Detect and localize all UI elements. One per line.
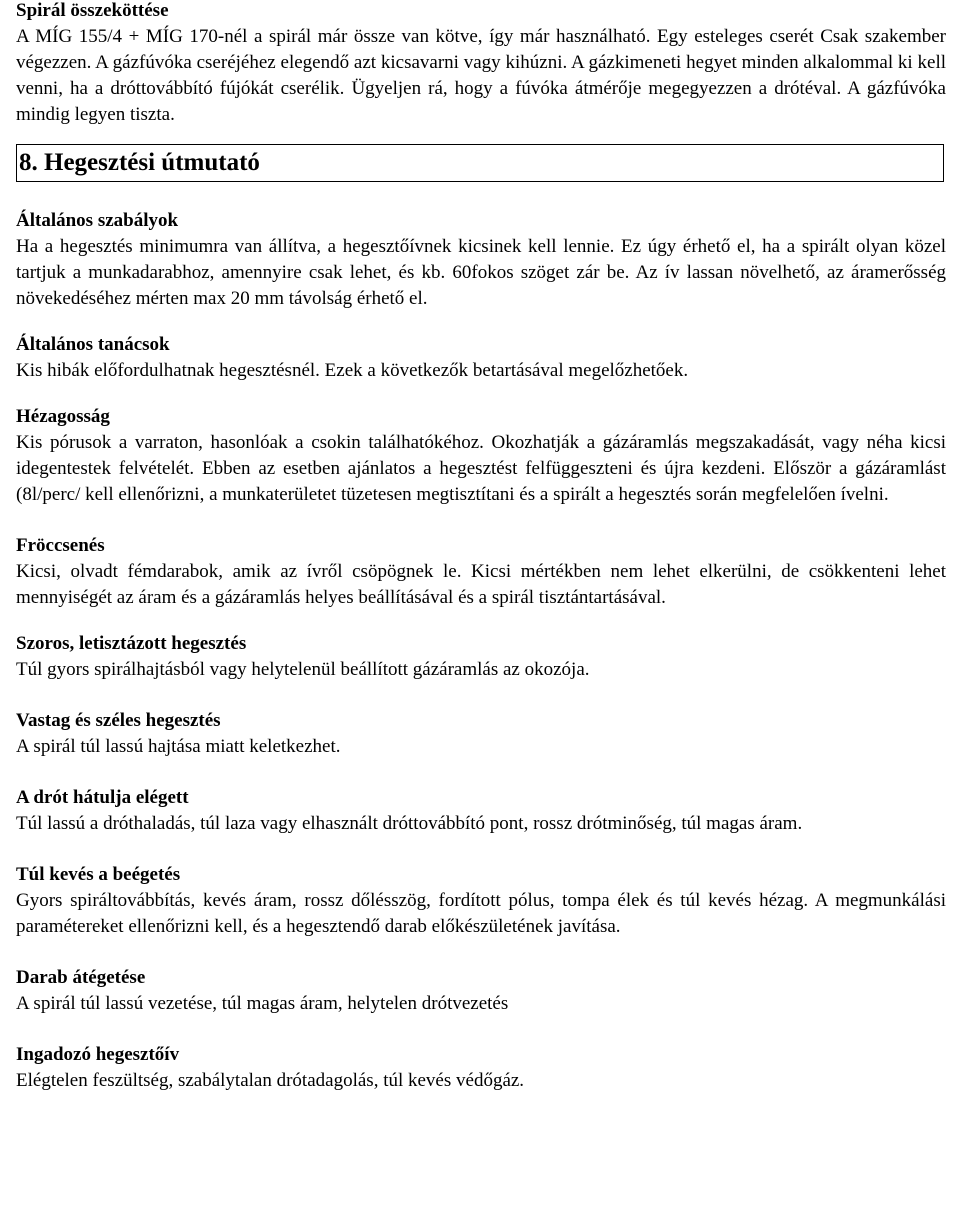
document-page: [16, 0, 946, 1094]
section-text: Gyors spiráltovábbítás, kevés áram, rossz dőlésszög, fordított pólus, tompa élek és túl kevés hézag. A megmunkálási paramétereket ellenőrizni kell, és a hegesztendő darab előkészületének javítása.: [16, 890, 946, 937]
section-unstable-arc: [16, 1042, 946, 1094]
intro-section: [16, 0, 946, 128]
section-text: Túl gyors spirálhajtásból vagy helytelenül beállított gázáramlás az okozója.: [16, 659, 590, 680]
section-spatter: [16, 533, 946, 611]
section-heading: Fröccsenés: [16, 535, 105, 556]
section-tight-weld: [16, 631, 946, 683]
section-text: A spirál túl lassú vezetése, túl magas áram, helytelen drótvezetés: [16, 993, 509, 1014]
section-text: Kicsi, olvadt fémdarabok, amik az ívről csöpögnek le. Kicsi mértékben nem lehet elkerülni, de csökkenteni lehet mennyiségét az áram és a gázáramlás helyes beállításával és a spirál tisztántartásával.: [16, 561, 946, 608]
section-text: Túl lassú a dróthaladás, túl laza vagy elhasznált dróttovábbító pont, rossz drótminőség, túl magas áram.: [16, 813, 803, 834]
intro-heading: Spirál összeköttése: [16, 0, 169, 21]
section-text: A spirál túl lassú hajtása miatt keletkezhet.: [16, 736, 341, 757]
section-heading: Ingadozó hegesztőív: [16, 1044, 180, 1065]
intro-text: A MÍG 155/4 + MÍG 170-nél a spirál már össze van kötve, így már használható. Egy esteleges cserét Csak szakember végezzen. A gázfúvóka cseréjéhez elegendő azt kicsavarni vagy kihúzni. A gázkimeneti hegyet minden alkalommal ki kell venni, ha a dróttovábbító fújókát cserélik. Ügyeljen rá, hogy a fúvóka átmérője megegyezzen a drótéval. A gázfúvóka mindig legyen tiszta.: [16, 26, 946, 125]
chapter-title: 8. Hegesztési útmutató: [19, 149, 260, 176]
section-heading: Hézagosság: [16, 406, 110, 427]
section-heading: Általános szabályok: [16, 210, 179, 231]
section-heading: Vastag és széles hegesztés: [16, 710, 221, 731]
section-heading: Darab átégetése: [16, 967, 146, 988]
section-heading: Általános tanácsok: [16, 334, 170, 355]
section-text: Ha a hegesztés minimumra van állítva, a hegesztőívnek kicsinek kell lennie. Ez úgy érhető el, ha a spirált olyan közel tartjuk a munkadarabhoz, amennyire csak lehet, és kb. 60fokos szöget zár be. Az ív lassan növelhető, az áramerősség növekedéséhez mérten max 20 mm távolság érhető el.: [16, 236, 946, 309]
section-general-tips: [16, 332, 946, 384]
section-text: Kis pórusok a varraton, hasonlóak a csokin találhatókéhoz. Okozhatják a gázáramlás megszakadását, vagy néha kicsi idegentestek felvételét. Ebben az esetben ajánlatos a hegesztést felfüggeszteni és újra kezdeni. Először a gázáramlást (8l/perc/ kell ellenőrizni, a munkaterületet tüzetesen megtisztítani és a spirált a hegesztés során megfelelően ívelni.: [16, 432, 946, 505]
section-heading: Túl kevés a beégetés: [16, 864, 181, 885]
section-general-rules: [16, 208, 946, 312]
section-low-penetration: [16, 862, 946, 940]
section-thick-weld: [16, 708, 946, 760]
section-heading: A drót hátulja elégett: [16, 787, 189, 808]
section-text: Elégtelen feszültség, szabálytalan drótadagolás, túl kevés védőgáz.: [16, 1070, 525, 1091]
section-wire-burnt: [16, 785, 946, 837]
section-heading: Szoros, letisztázott hegesztés: [16, 633, 247, 654]
section-porosity: [16, 404, 946, 508]
section-burn-through: [16, 965, 946, 1017]
chapter-title-box: [16, 144, 944, 182]
section-text: Kis hibák előfordulhatnak hegesztésnél. Ezek a következők betartásával megelőzhetőek.: [16, 360, 689, 381]
